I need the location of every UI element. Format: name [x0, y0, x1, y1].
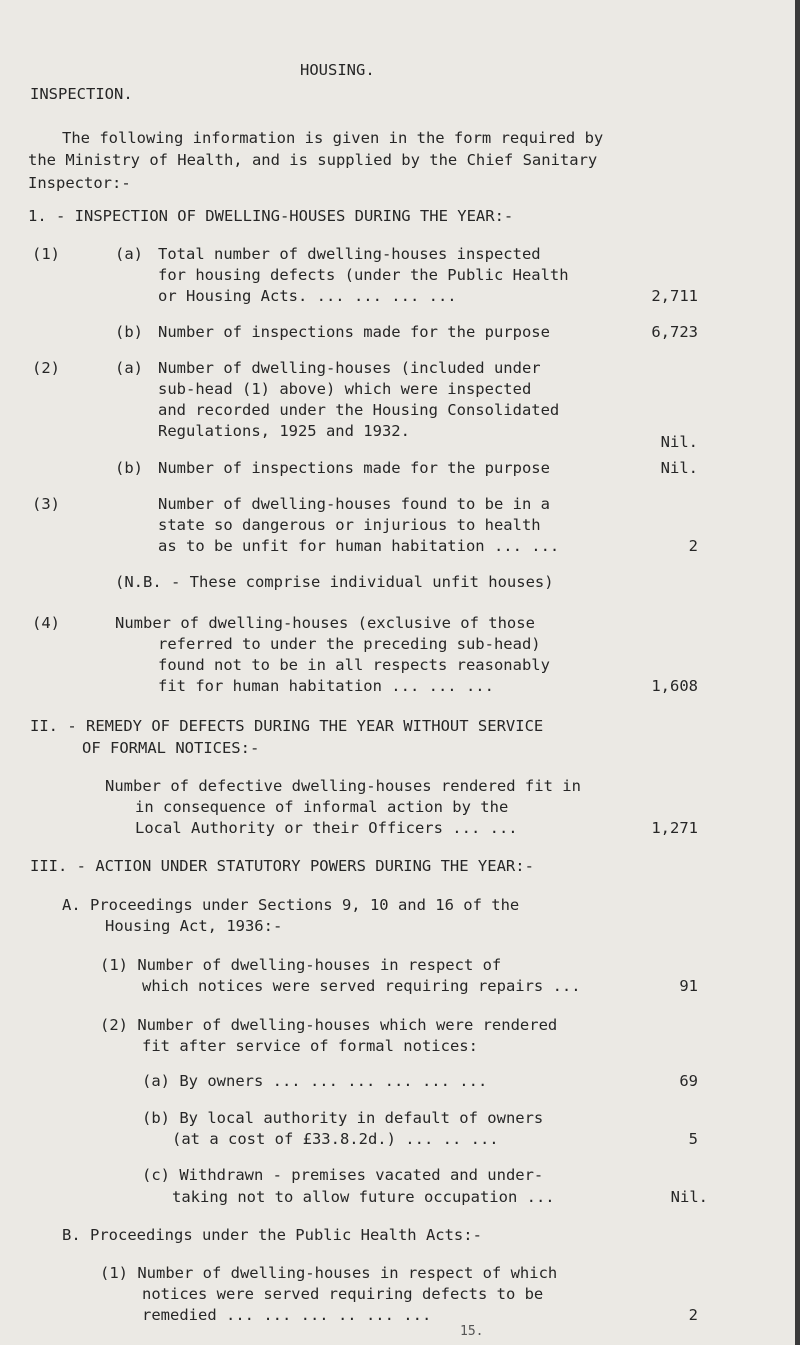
section-3b-item-1-line-3: remedied ... ... ... .. ... ...: [142, 1306, 432, 1324]
item-2b-label: (b): [115, 459, 143, 477]
item-2a-value: Nil.: [660, 433, 698, 451]
page-title: HOUSING.: [300, 61, 375, 79]
section-3a-line-1: A. Proceedings under Sections 9, 10 and 16 of the: [62, 896, 520, 914]
section-2-value: 1,271: [651, 819, 698, 837]
section-3a-item-2a-text: (a) By owners ... ... ... ... ... ...: [142, 1072, 488, 1090]
item-4-line-2: referred to under the preceding sub-head): [158, 635, 541, 653]
section-3a-item-1-line-1: (1) Number of dwelling-houses in respect of: [100, 956, 502, 974]
section-3a-item-2b-value: 5: [688, 1130, 698, 1148]
item-1a-label: (a): [115, 245, 143, 263]
section-2-line-3: Local Authority or their Officers ... ...: [135, 819, 518, 837]
item-1a-line-1: Total number of dwelling-houses inspected: [158, 245, 541, 263]
section-3a-item-2b-line-2: (at a cost of £33.8.2d.) ... .. ...: [172, 1130, 499, 1148]
section-3b-heading: B. Proceedings under the Public Health Acts:-: [62, 1226, 482, 1244]
section-3a-item-2c-line-1: (c) Withdrawn - premises vacated and under-: [142, 1166, 544, 1184]
item-4-line-3: found not to be in all respects reasonably: [158, 656, 550, 674]
item-1a-line-3: or Housing Acts. ... ... ... ...: [158, 287, 457, 305]
section-3b-item-1-value: 2: [688, 1306, 698, 1324]
section-2-line-1: Number of defective dwelling-houses rendered fit in: [105, 777, 581, 795]
item-3-value: 2: [688, 537, 698, 555]
section-2-heading-line-2: OF FORMAL NOTICES:-: [82, 739, 260, 757]
inspection-heading: INSPECTION.: [30, 85, 133, 103]
section-2-line-2: in consequence of informal action by the: [135, 798, 509, 816]
item-2a-line-4: Regulations, 1925 and 1932.: [158, 422, 410, 440]
item-2b-value: Nil.: [660, 459, 698, 477]
section-3a-item-2a-value: 69: [679, 1072, 698, 1090]
item-1a-value: 2,711: [651, 287, 698, 305]
item-3-line-2: state so dangerous or injurious to health: [158, 516, 541, 534]
item-4-value: 1,608: [651, 677, 698, 695]
item-4-line-1: Number of dwelling-houses (exclusive of those: [115, 614, 535, 632]
item-2-number: (2): [32, 359, 60, 377]
item-3-line-1: Number of dwelling-houses found to be in a: [158, 495, 550, 513]
item-3-number: (3): [32, 495, 60, 513]
section-3-heading: III. - ACTION UNDER STATUTORY POWERS DURING THE YEAR:-: [30, 857, 534, 875]
section-3a-item-2-line-1: (2) Number of dwelling-houses which were rendered: [100, 1016, 558, 1034]
section-3a-item-2b-line-1: (b) By local authority in default of owners: [142, 1109, 544, 1127]
section-3a-line-2: Housing Act, 1936:-: [105, 917, 283, 935]
intro-line-3: Inspector:-: [28, 174, 131, 192]
section-3a-item-2c-value: Nil.: [670, 1188, 708, 1206]
section-1-heading: 1. - INSPECTION OF DWELLING-HOUSES DURING THE YEAR:-: [28, 207, 514, 225]
item-3-note: (N.B. - These comprise individual unfit houses): [115, 573, 554, 591]
item-1b-text: Number of inspections made for the purpose: [158, 323, 550, 341]
item-2a-line-3: and recorded under the Housing Consolidated: [158, 401, 560, 419]
item-1a-line-2: for housing defects (under the Public Health: [158, 266, 569, 284]
page-edge: [795, 0, 800, 1345]
intro-line-1: The following information is given in the form required by: [62, 129, 604, 147]
item-2b-text: Number of inspections made for the purpose: [158, 459, 550, 477]
section-3b-item-1-line-2: notices were served requiring defects to be: [142, 1285, 544, 1303]
item-1b-label: (b): [115, 323, 143, 341]
item-4-line-4: fit for human habitation ... ... ...: [158, 677, 494, 695]
item-2a-label: (a): [115, 359, 143, 377]
section-3b-item-1-line-1: (1) Number of dwelling-houses in respect of which: [100, 1264, 558, 1282]
item-2a-line-2: sub-head (1) above) which were inspected: [158, 380, 532, 398]
section-3a-item-2c-line-2: taking not to allow future occupation ...: [172, 1188, 555, 1206]
item-1b-value: 6,723: [651, 323, 698, 341]
page-number: 15.: [460, 1324, 484, 1339]
section-3a-item-1-line-2: which notices were served requiring repairs ...: [142, 977, 581, 995]
item-2a-line-1: Number of dwelling-houses (included under: [158, 359, 541, 377]
section-3a-item-2-line-2: fit after service of formal notices:: [142, 1037, 478, 1055]
section-3a-item-1-value: 91: [679, 977, 698, 995]
intro-line-2: the Ministry of Health, and is supplied by the Chief Sanitary: [28, 151, 598, 169]
item-1-number: (1): [32, 245, 60, 263]
item-4-number: (4): [32, 614, 60, 632]
item-3-line-3: as to be unfit for human habitation ... ...: [158, 537, 560, 555]
section-2-heading-line-1: II. - REMEDY OF DEFECTS DURING THE YEAR WITHOUT SERVICE: [30, 717, 544, 735]
